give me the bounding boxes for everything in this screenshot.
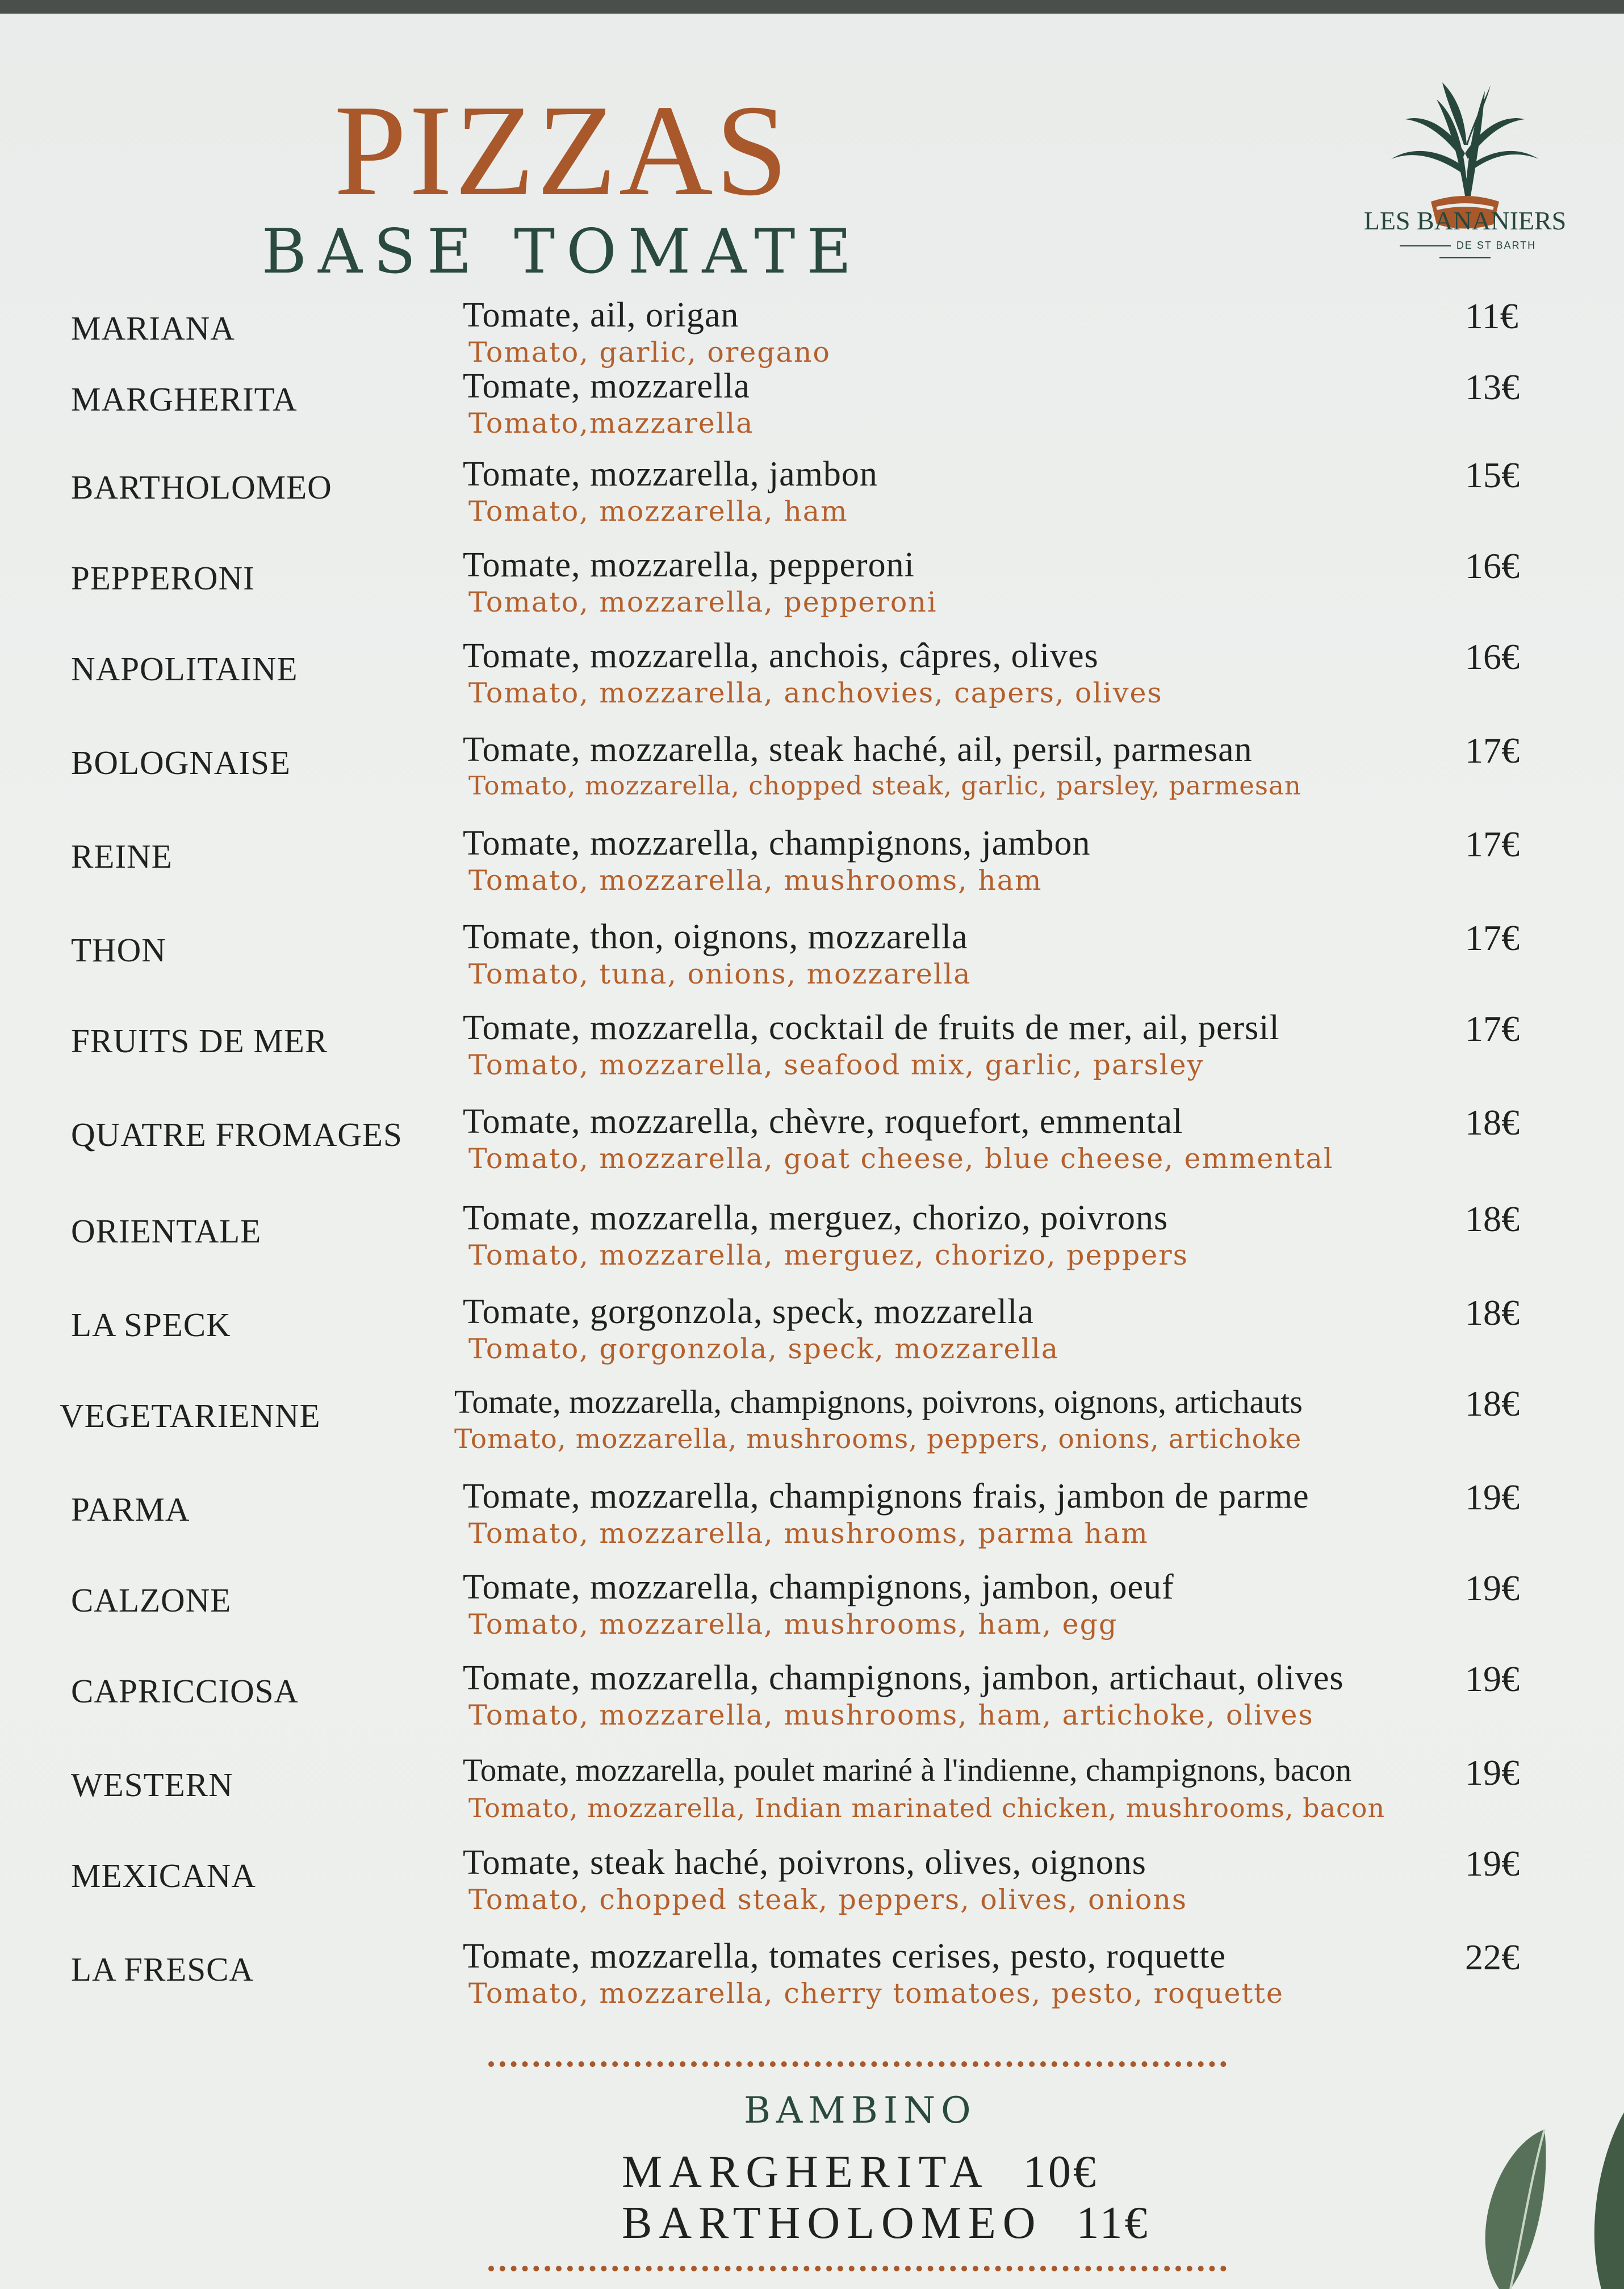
- menu-item: [0, 917, 1624, 1002]
- pizza-ingredients-fr: Tomate, mozzarella, tomates cerises, pesto, roquette: [463, 1937, 1226, 1976]
- pizza-ingredients-fr: Tomate, mozzarella, champignons, jambon, artichaut, olives: [463, 1659, 1344, 1697]
- logo-brand-name: LES BANANIERS: [1363, 206, 1567, 235]
- pizza-ingredients-fr: Tomate, mozzarella, poulet mariné à l'indienne, champignons, bacon: [463, 1752, 1352, 1788]
- pizza-name: CALZONE: [71, 1581, 232, 1619]
- pizza-ingredients-fr: Tomate, mozzarella, champignons, poivrons, oignons, artichauts: [454, 1383, 1303, 1420]
- pizza-ingredients-en: Tomato, mozzarella, mushrooms, peppers, onions, artichoke: [454, 1424, 1302, 1455]
- pizza-ingredients-fr: Tomate, mozzarella, pepperoni: [463, 546, 915, 584]
- pizza-name: PEPPERONI: [71, 559, 255, 597]
- pizza-ingredients-fr: Tomate, thon, oignons, mozzarella: [463, 918, 968, 956]
- pizza-ingredients-en: Tomato, mozzarella, chopped steak, garlic, parsley, parmesan: [468, 771, 1301, 801]
- pizza-name: QUATRE FROMAGES: [71, 1116, 403, 1153]
- menu-item: [0, 454, 1624, 539]
- pizza-price: 11€: [1465, 296, 1518, 336]
- menu-item: [0, 1476, 1624, 1562]
- pizza-price: 19€: [1465, 1659, 1520, 1699]
- pizza-ingredients-fr: Tomate, mozzarella, jambon: [463, 455, 878, 493]
- pizza-price: 17€: [1465, 1009, 1520, 1049]
- bambino-title: BAMBINO: [744, 2090, 977, 2132]
- page-title: PIZZAS: [334, 78, 790, 223]
- pizza-ingredients-en: Tomato, mozzarella, cherry tomatoes, pesto, roquette: [468, 1977, 1284, 2010]
- bambino-item: [622, 2146, 1098, 2198]
- pizza-name: WESTERN: [71, 1766, 233, 1803]
- pizza-name: CAPRICCIOSA: [71, 1672, 299, 1710]
- pizza-ingredients-en: Tomato, tuna, onions, mozzarella: [468, 958, 972, 990]
- pizza-price: 22€: [1465, 1937, 1520, 1977]
- pizza-price: 17€: [1465, 824, 1520, 864]
- menu-item: [0, 636, 1624, 721]
- leaf-decoration-icon: [1431, 2067, 1624, 2289]
- pizza-ingredients-en: Tomato, mozzarella, seafood mix, garlic, parsley: [468, 1049, 1204, 1081]
- pizza-ingredients-en: Tomato, mozzarella, pepperoni: [468, 586, 937, 618]
- pizza-ingredients-en: Tomato, mozzarella, goat cheese, blue cheese, emmental: [468, 1143, 1334, 1175]
- pizza-price: 19€: [1465, 1752, 1520, 1793]
- pizza-ingredients-fr: Tomate, gorgonzola, speck, mozzarella: [463, 1292, 1034, 1331]
- pizza-ingredients-en: Tomato, mozzarella, mushrooms, parma ham: [468, 1517, 1149, 1550]
- bambino-name: BARTHOLOMEO: [622, 2198, 1043, 2248]
- bambino-price: 10€: [1023, 2147, 1098, 2197]
- menu-item: [0, 1198, 1624, 1283]
- menu-item: [0, 1008, 1624, 1093]
- pizza-ingredients-en: Tomato, mozzarella, ham: [468, 495, 848, 528]
- menu-item: [0, 1843, 1624, 1928]
- pizza-price: 16€: [1465, 637, 1520, 677]
- divider-top: [488, 2061, 1227, 2067]
- menu-item: [0, 1658, 1624, 1743]
- pizza-price: 19€: [1465, 1843, 1520, 1884]
- pizza-ingredients-en: Tomato, mozzarella, mushrooms, ham: [468, 864, 1043, 897]
- pizza-name: BOLOGNAISE: [71, 744, 291, 781]
- pizza-name: BARTHOLOMEO: [71, 468, 332, 506]
- bambino-item: [622, 2198, 1150, 2249]
- pizza-ingredients-en: Tomato, mozzarella, mushrooms, ham, egg: [468, 1608, 1118, 1641]
- pizza-price: 19€: [1465, 1477, 1520, 1517]
- pizza-price: 18€: [1465, 1102, 1520, 1143]
- pizza-price: 18€: [1465, 1292, 1520, 1333]
- pizza-ingredients-en: Tomato,mazzarella: [468, 407, 754, 440]
- pizza-ingredients-en: Tomato, mozzarella, Indian marinated chicken, mushrooms, bacon: [468, 1793, 1386, 1823]
- pizza-ingredients-fr: Tomate, mozzarella, anchois, câpres, olives: [463, 637, 1099, 675]
- pizza-ingredients-en: Tomato, garlic, oregano: [468, 336, 831, 369]
- menu-item: [0, 545, 1624, 630]
- pizza-ingredients-fr: Tomate, mozzarella, champignons, jambon, oeuf: [463, 1568, 1174, 1606]
- logo-brand-sub: DE ST BARTH: [1363, 240, 1567, 263]
- pizza-ingredients-fr: Tomate, mozzarella: [463, 367, 750, 405]
- pizza-ingredients-fr: Tomate, mozzarella, champignons, jambon: [463, 824, 1091, 863]
- menu-item: [0, 730, 1624, 815]
- menu-item: [0, 823, 1624, 909]
- pizza-price: 18€: [1465, 1383, 1520, 1424]
- divider-bottom: [488, 2266, 1227, 2271]
- pizza-name: MARGHERITA: [71, 380, 298, 418]
- pizza-name: LA SPECK: [71, 1306, 231, 1344]
- pizza-name: LA FRESCA: [71, 1951, 254, 1988]
- pizza-price: 17€: [1465, 918, 1520, 958]
- pizza-price: 18€: [1465, 1199, 1520, 1239]
- pizza-ingredients-fr: Tomate, mozzarella, chèvre, roquefort, emmental: [463, 1102, 1183, 1141]
- menu-item: [0, 1383, 1624, 1468]
- pizza-name: PARMA: [71, 1491, 190, 1528]
- pizza-ingredients-en: Tomato, mozzarella, anchovies, capers, olives: [468, 677, 1163, 709]
- pizza-price: 19€: [1465, 1568, 1520, 1608]
- pizza-ingredients-en: Tomato, gorgonzola, speck, mozzarella: [468, 1333, 1060, 1365]
- pizza-name: VEGETARIENNE: [60, 1397, 321, 1434]
- pizza-name: REINE: [71, 838, 173, 875]
- pizza-name: FRUITS DE MER: [71, 1022, 328, 1060]
- pizza-ingredients-fr: Tomate, mozzarella, cocktail de fruits de mer, ail, persil: [463, 1009, 1280, 1047]
- menu-item: [0, 1292, 1624, 1377]
- menu-item: [0, 1567, 1624, 1652]
- pizza-price: 15€: [1465, 455, 1520, 495]
- pizza-name: NAPOLITAINE: [71, 650, 298, 688]
- pizza-price: 13€: [1465, 367, 1520, 407]
- pizza-ingredients-fr: Tomate, mozzarella, steak haché, ail, persil, parmesan: [463, 730, 1253, 769]
- pizza-price: 17€: [1465, 730, 1520, 771]
- bambino-name: MARGHERITA: [622, 2147, 989, 2197]
- pizza-ingredients-fr: Tomate, mozzarella, merguez, chorizo, poivrons: [463, 1199, 1169, 1237]
- menu-item: [0, 366, 1624, 451]
- bambino-price: 11€: [1076, 2198, 1150, 2248]
- pizza-name: MARIANA: [71, 309, 235, 347]
- pizza-name: THON: [71, 931, 166, 969]
- menu-item: [0, 1102, 1624, 1187]
- menu-item: [0, 1936, 1624, 2022]
- pizza-ingredients-fr: Tomate, mozzarella, champignons frais, jambon de parme: [463, 1477, 1309, 1516]
- section-subtitle: BASE TOMATE: [261, 216, 863, 287]
- top-edge-band: [0, 0, 1624, 14]
- pizza-ingredients-en: Tomato, chopped steak, peppers, olives, onions: [468, 1884, 1188, 1916]
- pizza-name: ORIENTALE: [71, 1212, 262, 1250]
- pizza-name: MEXICANA: [71, 1857, 256, 1894]
- pizza-price: 16€: [1465, 546, 1520, 586]
- menu-item: [0, 1752, 1624, 1837]
- pizza-ingredients-fr: Tomate, steak haché, poivrons, olives, oignons: [463, 1843, 1146, 1882]
- pizza-ingredients-fr: Tomate, ail, origan: [463, 296, 739, 334]
- pizza-ingredients-en: Tomato, mozzarella, mushrooms, ham, artichoke, olives: [468, 1699, 1314, 1731]
- pizza-ingredients-en: Tomato, mozzarella, merguez, chorizo, peppers: [468, 1239, 1188, 1271]
